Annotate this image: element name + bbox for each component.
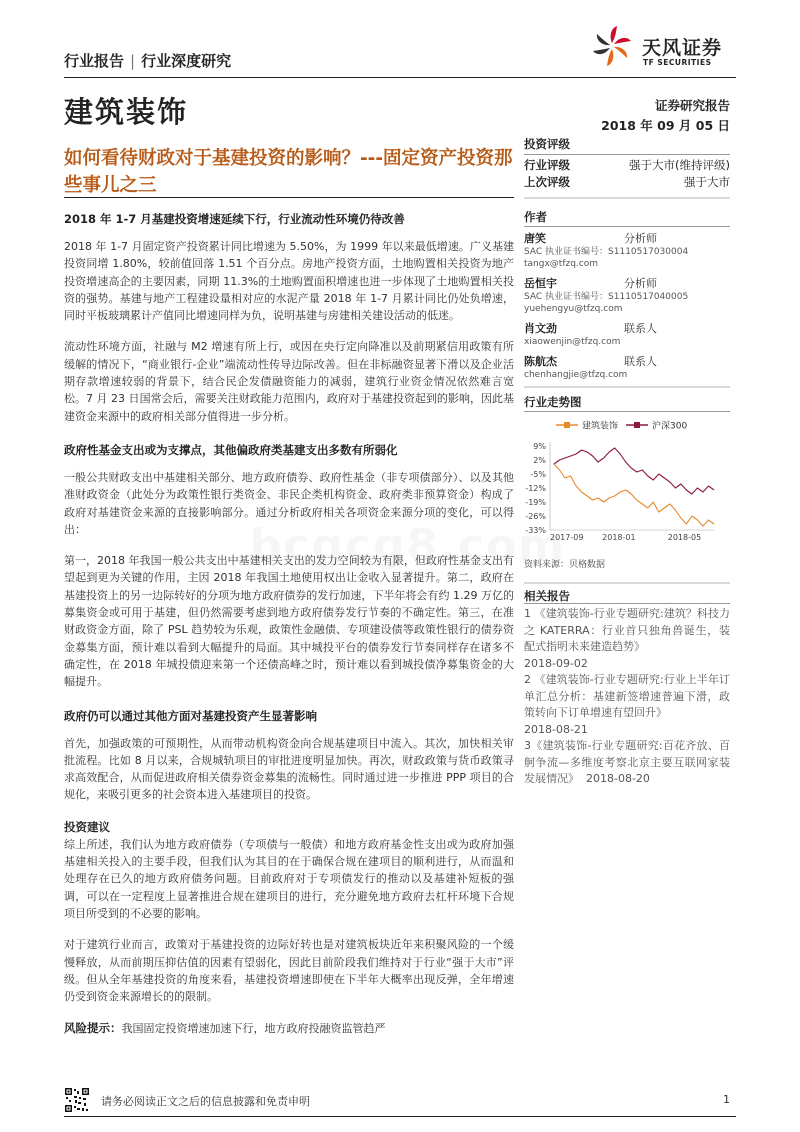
chart-series <box>554 448 714 526</box>
category-label: 行业报告 <box>64 52 125 70</box>
section-heading: 政府性基金支出或为支撑点，其他偏政府类基建支出多数有所弱化 <box>64 442 398 457</box>
sidebar <box>524 136 730 381</box>
paragraph: 综上所述，我们认为地方政府债券（专项债与一般债）和地方政府基金性支出或为政府加强基建相关投入的主要手段，但我们认为其目的在于确保合规在建项目的顺利进行，从而温和处理存在已久的地方政府债务问题。目前政府对于专项债发行的推动以及基建补短板的强调，可以在一定程度上显著推进合规在建项目的进行，充分避免地方政府去杠杆环境下合规项目所受到的不必要的影响。 <box>64 837 514 920</box>
author-block <box>524 355 730 381</box>
paragraph: 流动性环境方面，社融与 M2 增速有所上行，或因在央行定向降准以及前期紧信用政策有所缓解的情况下，“商业银行-企业”端流动性传导边际改善。但在非标融资显著下滑以及企业活期存款增速较弱的背景下，结合民企发债融资能力的减弱，建筑行业资金情况依然难言宽松。7 月 23 日国常会后，需要关注财政能力范围内，政府对于基建投资起到的影响，因此基建资金来源中的政府相关部分值得进一步分析。 <box>64 340 514 423</box>
y-tick-label: -33% <box>525 526 546 535</box>
industry-rating-label: 行业评级 <box>524 158 570 172</box>
related-reports <box>524 606 730 788</box>
author-name: 陈航杰 <box>524 355 557 368</box>
risk-warning <box>64 1019 514 1037</box>
author-name: 唐笑 <box>524 232 546 245</box>
author-email[interactable]: tangx@tfzq.com <box>524 259 599 269</box>
author-row <box>524 355 730 369</box>
legend-label: 建筑装饰 <box>582 421 619 432</box>
related-report-date: 2018-08-21 <box>524 722 588 736</box>
prev-rating-value: 强于大市 <box>684 175 730 189</box>
page-number: 1 <box>723 1093 730 1106</box>
paragraph: 第一，2018 年我国一般公共支出中基建相关支出的发力空间较为有限，但政府性基金支出有望起到更为关键的作用，主因 2018 年我国土地使用权出让金收入显著提升。第二，政府在基建投资上的另一边际转好的分项为地方政府债券的发行加速，下半年将会有约 1.29 万亿的募集资金或可用于基建，但仍然需要考虑到地方政府债券发行节奏的不确定性。第三，在准财政资金方面，除了 PSL 趋势较为乐观，政策性金融债、专项建设债等政策性银行的债券资金募集方面，预计难以看到大幅提升的局面。其中城投平台的债券发行节奏同样存在诸多不确定性，在 2018 年城投债迎来第一个还债高峰之时，预计难以看到城投债净募集资金的大幅提升。 <box>64 554 514 689</box>
logo-english-name: TF SECURITIES <box>643 58 712 67</box>
header-rule <box>64 77 736 78</box>
sub-category-label: 行业深度研究 <box>141 52 232 70</box>
author-email[interactable]: yuehengyu@tfzq.com <box>524 304 623 314</box>
prev-rating-label: 上次评级 <box>524 175 570 189</box>
risk-text: 我国固定投资增速加速下行，地方政府投融资监管趋严 <box>121 1022 386 1036</box>
author-role: 分析师 <box>624 277 657 290</box>
related-report-link[interactable]: 2 《建筑装饰-行业专题研究:行业上半年订单汇总分析：基建新签增速普遍下滑，政策转向下订单增速有望回升》 <box>524 673 730 719</box>
legend-marker <box>634 422 640 428</box>
sector-title: 建筑装饰 <box>64 95 189 129</box>
section-heading: 2018 年 1-7 月基建投资增速延续下行，行业流动性环境仍待改善 <box>64 212 405 226</box>
author-role: 联系人 <box>624 355 657 368</box>
rating-title: 投资评级 <box>524 137 570 151</box>
author-block <box>524 277 730 315</box>
chart-x-axis <box>550 530 714 542</box>
chart-source: 资料来源：贝格数据 <box>524 560 606 570</box>
sidebar-rule <box>524 226 730 227</box>
paragraph: 一般公共财政支出中基建相关部分、地方政府债券、政府性基金（非专项债部分）、以及其他准财政资金（此处分为政策性银行类资金、非民企类机构资金、政府类非预算资金）构成了政府对基建资金来源的直接影响部分。通过分析政府相关各项资金来源分项的变化，可以得出： <box>64 470 514 536</box>
disclaimer: 请务必阅读正文之后的信息披露和免责申明 <box>101 1095 310 1108</box>
y-tick-label: -19% <box>525 498 546 507</box>
related-report-date: 2018-08-20 <box>586 772 650 785</box>
sidebar-rule <box>524 603 730 604</box>
author-cert: SAC 执业证书编号：S1110517030004 <box>524 247 689 257</box>
y-tick-label: -5% <box>530 470 546 479</box>
paragraph: 2018 年 1-7 月固定资产投资累计同比增速为 5.50%，为 1999 年以来最低增速。广义基建投资同增 1.80%，较前值回落 1.51 个百分点。房地产投资方面，土地购置相关投资为地产投资增速高企的主要因素，同期 11.3%的土地购置面积增速也进一步体现了土地购置相关投资的强势。基建与地产工程建设量相对应的水泥产量 2018 年 1-7 月累计同比仍处负增速，同时平板玻璃累计产值同比增速同样为负，说明基建与房建相关建设活动的低迷。 <box>64 240 514 323</box>
author-row <box>524 277 730 291</box>
qr-code-icon <box>64 1087 90 1113</box>
section-heading: 投资建议 <box>64 819 110 834</box>
report-category <box>64 50 231 71</box>
related-report-link[interactable] <box>524 738 730 788</box>
x-tick-label: 2018-01 <box>602 533 636 542</box>
author-email[interactable]: xiaowenjin@tfzq.com <box>524 337 621 347</box>
author-row <box>524 232 730 246</box>
y-tick-label: 9% <box>533 442 546 451</box>
x-tick-label: 2017-09 <box>550 533 584 542</box>
sidebar-divider <box>524 386 730 388</box>
trend-title: 行业走势图 <box>524 395 582 409</box>
author-block <box>524 232 730 270</box>
related-report-date: 2018-09-02 <box>524 656 588 670</box>
related-report-text: 3《建筑装饰-行业专题研究:百花齐放、百舸争流—多维度考察北京主要互联网家装发展情况》 <box>524 739 730 785</box>
sidebar-divider <box>524 582 730 584</box>
author-role: 联系人 <box>624 322 657 335</box>
report-date: 2018 年 09 月 05 日 <box>601 118 730 133</box>
main-content <box>64 210 514 1038</box>
related-title: 相关报告 <box>524 589 570 603</box>
watermark <box>250 520 566 571</box>
series-line <box>554 464 714 526</box>
author-name: 肖文劲 <box>524 322 557 335</box>
prev-rating-row <box>524 174 730 191</box>
sidebar-rule <box>524 411 730 412</box>
author-block <box>524 322 730 348</box>
author-row <box>524 322 730 336</box>
legend-label: 沪深300 <box>652 421 688 432</box>
report-type: 证券研究报告 <box>654 98 730 113</box>
legend-marker <box>564 422 570 428</box>
author-role: 分析师 <box>624 232 657 245</box>
series-line <box>554 448 714 494</box>
sidebar-rule <box>524 154 730 155</box>
industry-rating-value: 强于大市(维持评级) <box>629 158 730 172</box>
category-separator: | <box>130 52 136 70</box>
author-cert: SAC 执业证书编号：S1110517040005 <box>524 292 689 302</box>
title-rule <box>64 197 514 198</box>
footer-rule <box>64 1116 736 1117</box>
chart-legend <box>556 420 687 432</box>
y-tick-label: -12% <box>525 484 546 493</box>
logo-name: 天风证券 <box>642 37 723 59</box>
industry-rating-row <box>524 157 730 174</box>
related-report-link[interactable]: 1 《建筑装饰-行业专题研究:建筑？科技力之 KATERRA：行业首只独角兽诞生，装配式指明未来建造趋势》 <box>524 607 730 653</box>
report-title: 如何看待财政对于基建投资的影响？---固定资产投资那些事儿之三 <box>64 148 513 196</box>
y-tick-label: -26% <box>525 512 546 521</box>
section-heading: 政府仍可以通过其他方面对基建投资产生显著影响 <box>64 708 317 723</box>
author-email[interactable]: chenhangjie@tfzq.com <box>524 370 628 380</box>
paragraph: 对于建筑行业而言，政策对于基建投资的边际好转也是对建筑板块近年来积聚风险的一个缓慢释放，从而前期压抑估值的因素有望弱化，因此目前阶段我们维持对于行业“强于大市”评级。但从全年基建投资的角度来看，基建投资增速即使在下半年大概率出现反弹，全年增速仍受到资金来源增长的的限制。 <box>64 938 514 1004</box>
x-tick-label: 2018-05 <box>667 533 702 542</box>
author-name: 岳恒宇 <box>524 277 557 290</box>
authors-title: 作者 <box>524 210 547 224</box>
y-tick-label: 2% <box>533 456 546 465</box>
risk-label: 风险提示： <box>64 1021 122 1036</box>
paragraph: 首先，加强政策的可预期性，从而带动机构资金向合规基建项目中流入。其次，加快相关审批流程。比如 8 月以来，合规城轨项目的审批进度明显加快。再次，财政政策与货币政策寻求高效配合，从而促进政府相关债券资金募集的流畅性。同时通过进一步推进 PPP 项目的合规化，来吸引更多的社会资本进入基建项目的投资。 <box>64 736 514 802</box>
